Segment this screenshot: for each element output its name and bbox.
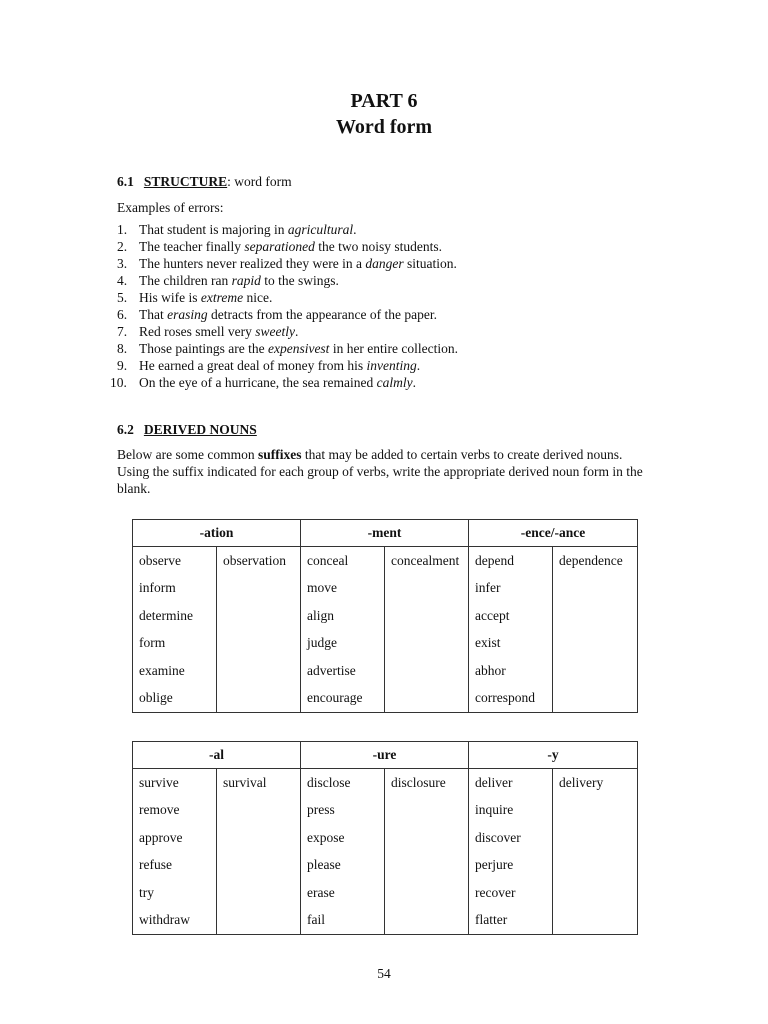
sentence-text: The hunters never realized they were in a (139, 256, 366, 271)
section-6-2-heading (117, 422, 257, 438)
noun-answer-cell: concealment (385, 547, 469, 575)
verb-cell: recover (469, 879, 553, 907)
sentence-text: His wife is (139, 290, 201, 305)
verb-cell: determine (133, 602, 217, 630)
error-example-item (117, 306, 458, 323)
error-example-item (117, 221, 458, 238)
table-row (133, 684, 638, 712)
noun-answer-cell (217, 824, 301, 852)
noun-answer-cell (553, 602, 638, 630)
intro-text-rest: that may be added to certain verbs to create derived nouns. Using the suffix indicated for each group of verbs, write the appropriate derived noun form in the blank. (117, 447, 643, 496)
verb-cell: move (301, 574, 385, 602)
noun-answer-cell (217, 851, 301, 879)
noun-answer-cell (385, 851, 469, 879)
table-row (133, 602, 638, 630)
noun-answer-cell (385, 906, 469, 934)
verb-cell: form (133, 629, 217, 657)
intro-paragraph (117, 446, 657, 497)
noun-answer-cell (553, 796, 638, 824)
verb-cell: accept (469, 602, 553, 630)
error-example-item (117, 323, 458, 340)
table-row (133, 906, 638, 934)
noun-answer-cell (385, 796, 469, 824)
verb-cell: abhor (469, 657, 553, 685)
verb-cell: try (133, 879, 217, 907)
error-example-item (110, 374, 458, 391)
sentence-text: The children ran (139, 273, 232, 288)
item-number: 2. (117, 239, 128, 254)
section-title-rest: : word form (227, 174, 292, 189)
intro-text: Below are some common (117, 447, 258, 462)
noun-answer-cell: survival (217, 769, 301, 797)
error-example-item (117, 255, 458, 272)
sentence-text: the two noisy students. (314, 239, 442, 254)
noun-answer-cell (217, 657, 301, 685)
item-number: 6. (117, 307, 128, 322)
verb-cell: align (301, 602, 385, 630)
verb-cell: conceal (301, 547, 385, 575)
verb-cell: infer (469, 574, 553, 602)
noun-answer-cell (217, 602, 301, 630)
error-word: calmly (376, 375, 413, 390)
verb-cell: erase (301, 879, 385, 907)
error-word: danger (365, 256, 404, 271)
sentence-text: in her entire collection. (329, 341, 459, 356)
noun-answer-cell: delivery (553, 769, 638, 797)
noun-answer-cell (553, 684, 638, 712)
sentence-text: . (353, 222, 357, 237)
section-6-1-heading (117, 174, 292, 190)
noun-answer-cell (217, 629, 301, 657)
noun-answer-cell (553, 851, 638, 879)
verb-cell: oblige (133, 684, 217, 712)
noun-answer-cell (217, 684, 301, 712)
item-number: 7. (117, 324, 128, 339)
verb-cell: discover (469, 824, 553, 852)
error-word: inventing (366, 358, 417, 373)
suffix-header: -al (133, 742, 301, 769)
item-number: 9. (117, 358, 128, 373)
noun-answer-cell (217, 906, 301, 934)
sentence-text: That (139, 307, 168, 322)
error-example-item (117, 238, 458, 255)
table-header-row (133, 520, 638, 547)
error-word: separationed (244, 239, 315, 254)
table-row (133, 657, 638, 685)
sentence-text: Red roses smell very (139, 324, 256, 339)
suffix-header: -ment (301, 520, 469, 547)
table-row (133, 574, 638, 602)
verb-cell: examine (133, 657, 217, 685)
table-header-row (133, 742, 638, 769)
item-number: 4. (117, 273, 128, 288)
suffix-header: -ure (301, 742, 469, 769)
item-number: 10. (110, 375, 127, 390)
examples-label: Examples of errors: (117, 200, 224, 215)
verb-cell: fail (301, 906, 385, 934)
error-word: rapid (231, 273, 261, 288)
verb-cell: remove (133, 796, 217, 824)
verb-cell: press (301, 796, 385, 824)
error-example-item (117, 272, 458, 289)
verb-cell: perjure (469, 851, 553, 879)
table-row (133, 879, 638, 907)
error-example-item (117, 340, 458, 357)
error-word: agricultural (287, 222, 354, 237)
verb-cell: approve (133, 824, 217, 852)
noun-answer-cell (385, 602, 469, 630)
sentence-text: The teacher finally (139, 239, 245, 254)
section-title: DERIVED NOUNS (143, 422, 257, 437)
section-number: 6.2 (117, 422, 134, 437)
verb-cell: refuse (133, 851, 217, 879)
verb-cell: inform (133, 574, 217, 602)
verb-cell: encourage (301, 684, 385, 712)
noun-answer-cell: disclosure (385, 769, 469, 797)
verb-cell: expose (301, 824, 385, 852)
error-example-item (117, 357, 458, 374)
noun-answer-cell (385, 657, 469, 685)
section-number: 6.1 (117, 174, 134, 189)
error-word: erasing (167, 307, 208, 322)
table-row (133, 851, 638, 879)
verb-cell: correspond (469, 684, 553, 712)
sentence-text: situation. (403, 256, 457, 271)
verb-cell: deliver (469, 769, 553, 797)
table-row (133, 824, 638, 852)
noun-answer-cell (553, 657, 638, 685)
verb-cell: depend (469, 547, 553, 575)
sentence-text: That student is majoring in (139, 222, 288, 237)
verb-cell: please (301, 851, 385, 879)
noun-answer-cell (553, 824, 638, 852)
noun-answer-cell (553, 629, 638, 657)
item-number: 1. (117, 222, 128, 237)
noun-answer-cell (385, 684, 469, 712)
table-row (133, 769, 638, 797)
verb-cell: withdraw (133, 906, 217, 934)
verb-cell: advertise (301, 657, 385, 685)
item-number: 5. (117, 290, 128, 305)
error-word: sweetly (255, 324, 295, 339)
sentence-text: Those paintings are the (139, 341, 268, 356)
noun-answer-cell (217, 574, 301, 602)
intro-bold: suffixes (257, 447, 302, 462)
verb-cell: judge (301, 629, 385, 657)
derived-nouns-table-2 (132, 741, 638, 935)
noun-answer-cell (217, 879, 301, 907)
suffix-header: -ation (133, 520, 301, 547)
derived-nouns-table-1 (132, 519, 638, 713)
page-subtitle: Word form (335, 116, 433, 138)
error-word: extreme (200, 290, 244, 305)
table-row (133, 629, 638, 657)
sentence-text: On the eye of a hurricane, the sea remained (139, 375, 377, 390)
noun-answer-cell (385, 879, 469, 907)
noun-answer-cell (217, 796, 301, 824)
error-examples-list (110, 221, 459, 391)
noun-answer-cell (385, 629, 469, 657)
verb-cell: flatter (469, 906, 553, 934)
noun-answer-cell (385, 574, 469, 602)
noun-answer-cell (553, 906, 638, 934)
verb-cell: inquire (469, 796, 553, 824)
sentence-text: detracts from the appearance of the paper. (207, 307, 438, 322)
item-number: 3. (117, 256, 128, 271)
table-row (133, 796, 638, 824)
page-number: 54 (377, 966, 391, 981)
sentence-text: . (294, 324, 299, 339)
verb-cell: disclose (301, 769, 385, 797)
sentence-text: . (412, 375, 417, 390)
suffix-header: -ence/-ance (469, 520, 638, 547)
verb-cell: survive (133, 769, 217, 797)
sentence-text: He earned a great deal of money from his (139, 358, 367, 373)
noun-answer-cell (553, 879, 638, 907)
noun-answer-cell: observation (217, 547, 301, 575)
error-example-item (117, 289, 458, 306)
sentence-text: to the swings. (260, 273, 339, 288)
verb-cell: exist (469, 629, 553, 657)
error-word: expensivest (267, 341, 330, 356)
suffix-header: -y (469, 742, 638, 769)
item-number: 8. (117, 341, 128, 356)
sentence-text: . (416, 358, 421, 373)
sentence-text: nice. (243, 290, 273, 305)
table-row (133, 547, 638, 575)
noun-answer-cell: dependence (553, 547, 638, 575)
verb-cell: observe (133, 547, 217, 575)
noun-answer-cell (553, 574, 638, 602)
section-title: STRUCTURE (143, 174, 228, 189)
part-title: PART 6 (350, 90, 418, 112)
noun-answer-cell (385, 824, 469, 852)
